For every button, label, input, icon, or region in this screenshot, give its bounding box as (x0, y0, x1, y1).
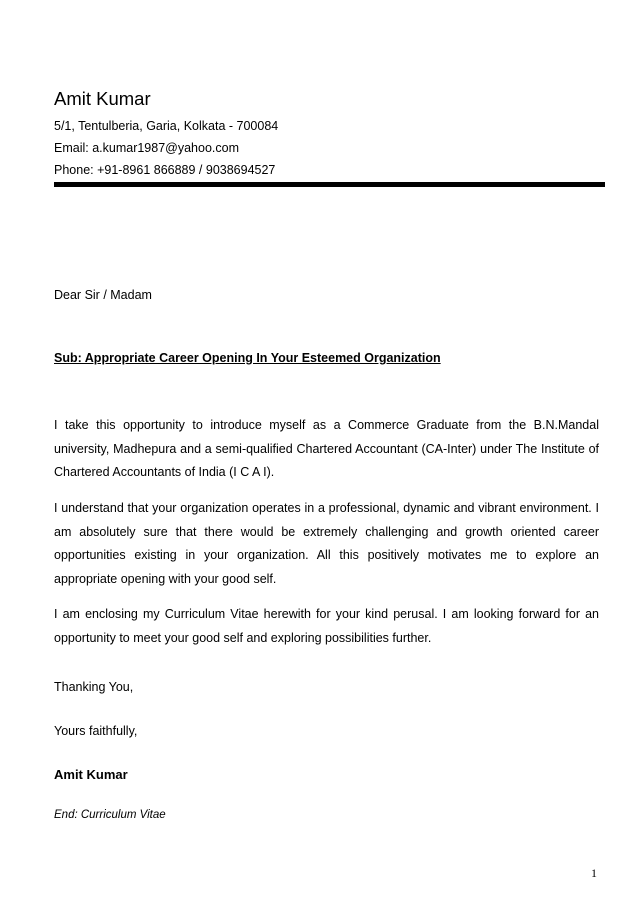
sender-address: 5/1, Tentulberia, Garia, Kolkata - 700084 (54, 119, 279, 133)
salutation: Dear Sir / Madam (54, 288, 152, 302)
sender-phone: Phone: +91-8961 866889 / 9038694527 (54, 163, 276, 177)
header-divider (54, 182, 605, 187)
subject-line: Sub: Appropriate Career Opening In Your Esteemed Organization (54, 351, 441, 365)
body-paragraph-2: I understand that your organization operates in a professional, dynamic and vibrant environment. I am absolutely sure that there would be extremely challenging and growth oriented career opportunities existing in your organization. All this positively motivates me to explore an appropriate opening with your good self. (54, 501, 599, 586)
thanks-line: Thanking You, (54, 680, 134, 694)
body-paragraph-1: I take this opportunity to introduce myself as a Commerce Graduate from the B.N.Mandal university, Madhepura and a semi-qualified Chartered Accountant (CA-Inter) under The Institute of Chartered Accountants of India (I C A I). (54, 418, 599, 479)
sender-name: Amit Kumar (54, 88, 151, 109)
enclosure-note: End: Curriculum Vitae (54, 809, 166, 821)
page-number: 1 (591, 866, 597, 880)
sender-email: Email: a.kumar1987@yahoo.com (54, 141, 239, 155)
closing-line: Yours faithfully, (54, 724, 138, 738)
signature-name: Amit Kumar (54, 767, 128, 782)
body-paragraph-3: I am enclosing my Curriculum Vitae herewith for your kind perusal. I am looking forward for an opportunity to meet your good self and exploring possibilities further. (54, 607, 599, 645)
